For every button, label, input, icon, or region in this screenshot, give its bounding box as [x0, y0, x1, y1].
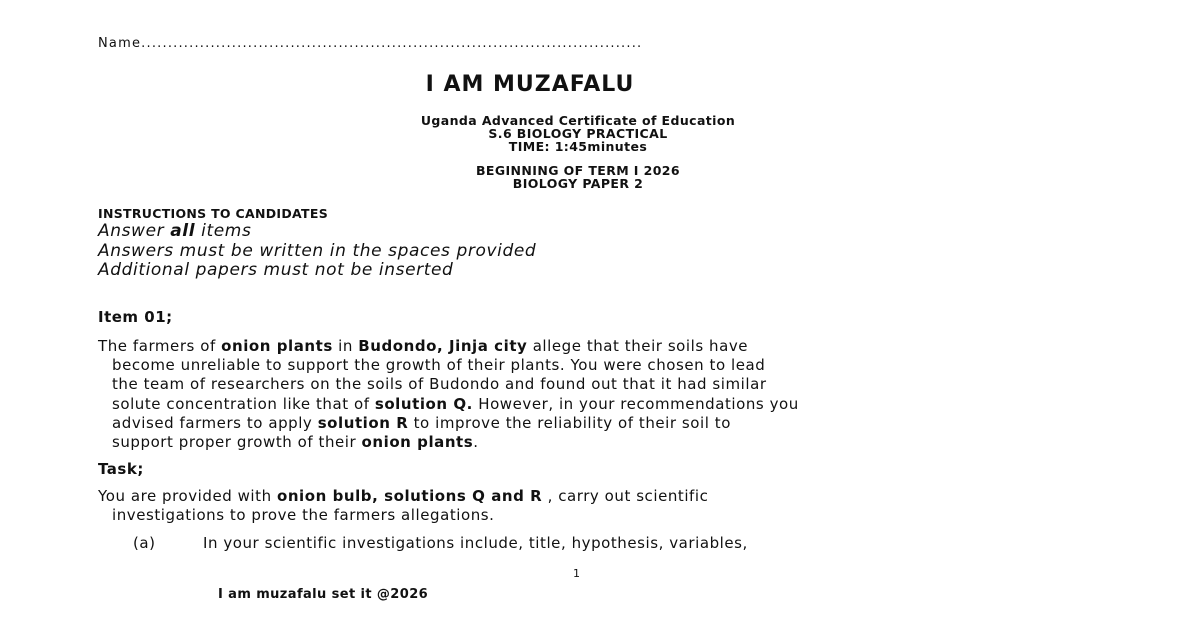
text-run: The farmers of: [98, 337, 222, 355]
sub-question-label: (a): [133, 534, 156, 552]
paragraph-line: [98, 487, 708, 506]
text-run: .: [473, 433, 479, 452]
item-heading: Item 01;: [98, 308, 173, 326]
bold-run: onion bulb, solutions Q and R: [276, 487, 543, 505]
instruction-text: items: [195, 221, 252, 241]
text-run: , carry out scientific: [542, 487, 709, 505]
sub-question-text: In your scientific investigations include, title, hypothesis, variables,: [203, 534, 748, 552]
paragraph-line: become unreliable to support the growth of their plants. You were chosen to lead: [112, 356, 766, 375]
page-number: 1: [573, 567, 580, 580]
text-run: support proper growth of their: [112, 433, 362, 452]
paragraph-line: [98, 433, 1078, 452]
exam-subject: S.6 BIOLOGY PRACTICAL: [488, 126, 668, 141]
exam-term-block: [0, 164, 1156, 190]
text-run: solute concentration like that of: [112, 394, 375, 413]
paragraph-line: [98, 395, 1078, 414]
text-run: in: [332, 337, 359, 355]
instructions-heading: INSTRUCTIONS TO CANDIDATES: [98, 206, 328, 221]
footer-credit: I am muzafalu set it @2026: [218, 587, 429, 602]
bold-run: solution Q.: [374, 394, 473, 413]
paragraph-line: [98, 414, 1078, 433]
instructions-block: [98, 206, 536, 281]
exam-board: Uganda Advanced Certificate of Education: [420, 113, 736, 128]
text-run: to improve the reliability of their soil to: [408, 413, 731, 432]
instruction-line-3: Additional papers must not be inserted: [98, 260, 454, 280]
bold-run: solution R: [317, 413, 409, 432]
instruction-line-1: [98, 222, 536, 242]
item-scenario-paragraph: [98, 337, 1078, 452]
exam-term: BEGINNING OF TERM I 2026: [475, 163, 680, 178]
instruction-text: Answer: [98, 221, 171, 241]
task-paragraph: [98, 487, 708, 525]
instruction-emphasis: all: [170, 221, 196, 241]
page-title: I AM MUZAFALU: [425, 72, 635, 97]
sub-question-a: [133, 534, 748, 552]
bold-run: onion plants: [361, 433, 474, 452]
exam-time: TIME: 1:45minutes: [508, 139, 648, 154]
name-field-line: Name..............................................................................................: [98, 36, 643, 51]
instruction-line-2: Answers must be written in the spaces provided: [98, 240, 537, 261]
bold-run: Budondo, Jinja city: [358, 337, 528, 355]
task-heading: Task;: [98, 460, 144, 478]
text-run: allege that their soils have: [527, 337, 749, 355]
exam-paper: BIOLOGY PAPER 2: [512, 176, 644, 191]
paragraph-line: the team of researchers on the soils of Budondo and found out that it had similar: [112, 375, 767, 394]
bold-run: onion plants: [221, 337, 333, 355]
text-run: However, in your recommendations you: [472, 394, 799, 413]
exam-header-block: [0, 114, 1156, 153]
paragraph-line: [98, 337, 1078, 356]
text-run: advised farmers to apply: [112, 413, 318, 432]
text-run: You are provided with: [98, 487, 277, 505]
paragraph-line: investigations to prove the farmers allegations.: [112, 506, 495, 525]
